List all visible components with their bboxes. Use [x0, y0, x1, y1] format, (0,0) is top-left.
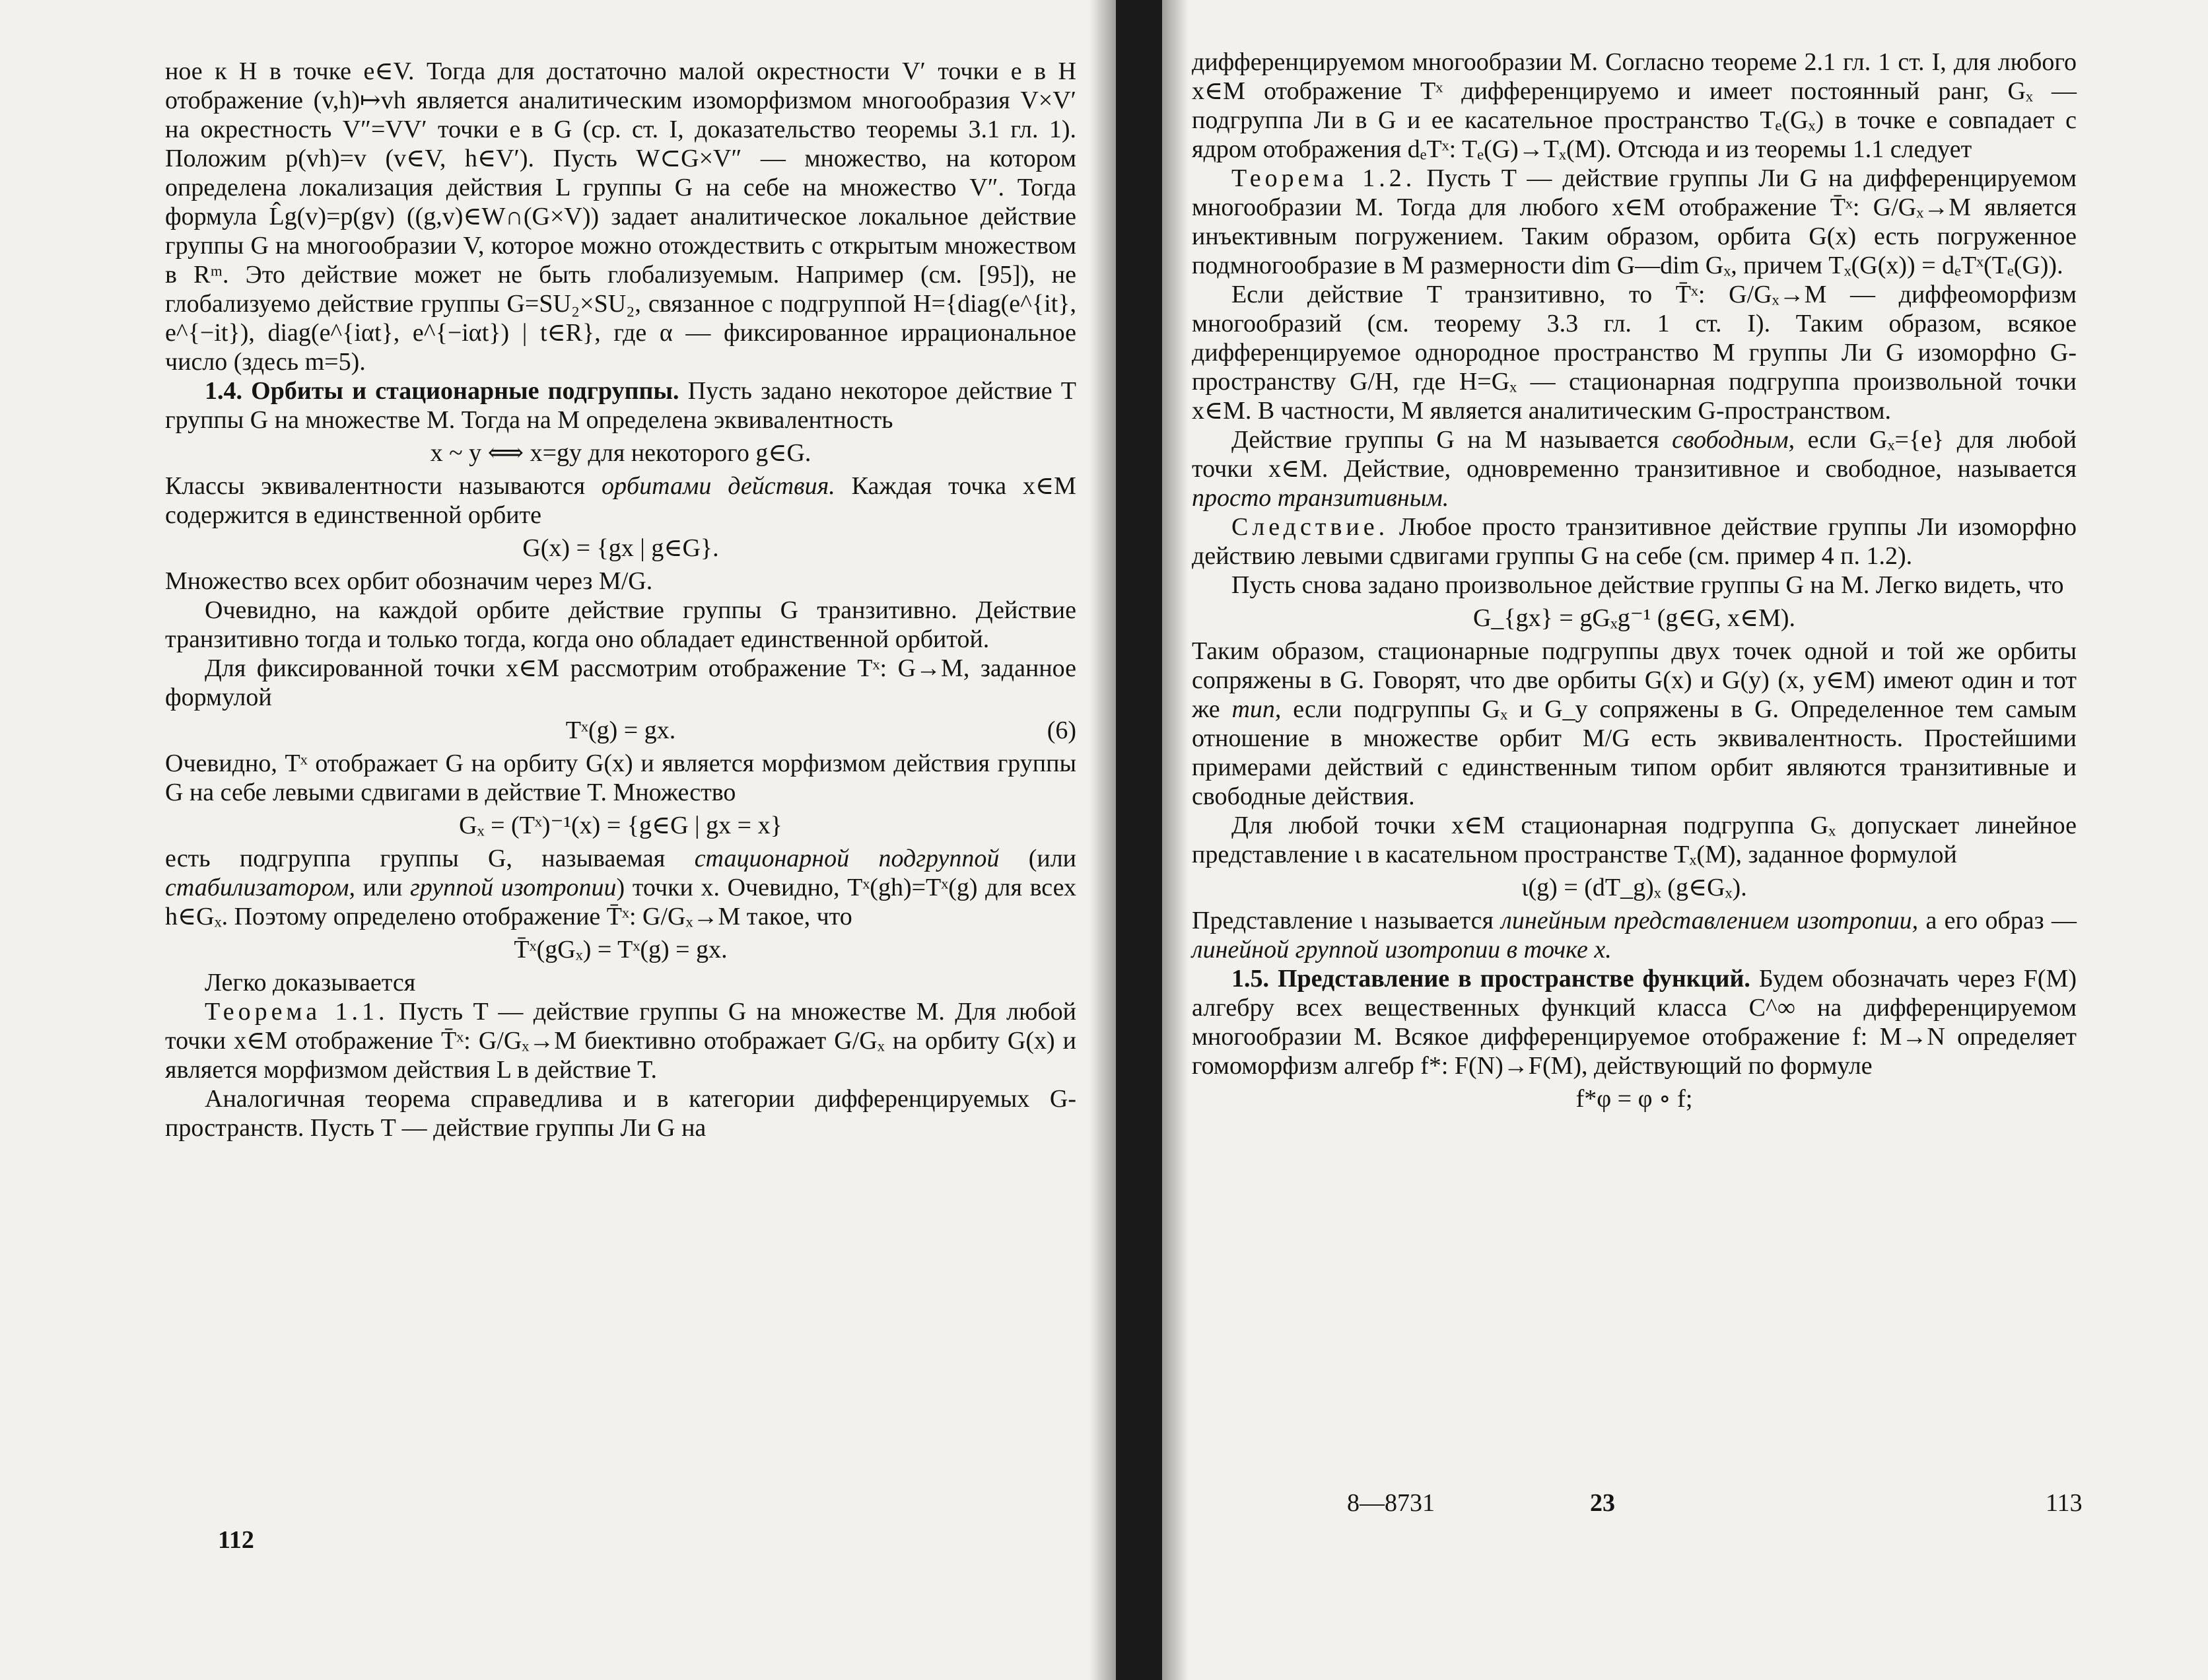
paragraph: Легко доказывается: [205, 969, 416, 997]
section-text: Пусть задано некоторое действие T группы G на множестве M. Тогда на M определена эквивалентность: [165, 377, 1076, 434]
section-1-5: [1192, 964, 2077, 1080]
left-text-column: [165, 57, 1076, 1142]
formula-equivalence: x ~ y ⟺ x=gy для некоторого g∈G.: [430, 439, 811, 467]
paragraph: Для любой точки x∈M стационарная подгруппа Gₓ допускает линейное представление ι в касательном пространстве Tₓ(M), заданное формулой: [1192, 812, 2077, 868]
corollary: [1192, 512, 2077, 571]
paragraph: Очевидно, Tˣ отображает G на орбиту G(x) и является морфизмом действия группы G на себе левыми сдвигами в действие T. Множество: [165, 750, 1076, 806]
text-run: ) точки x. Очевидно, Tˣ(gh)=Tˣ(g) для всех h∈Gₓ. Поэтому определено отображение T̄ˣ: G/Gₓ→M такое, что: [165, 874, 1076, 930]
theorem-text: Пусть T — действие группы G на множестве M. Для любой точки x∈M отображение T̄ˣ: G/Gₓ→M биективно отображает G/Gₓ на орбиту G(x) и является морфизмом действия L в действие T.: [165, 998, 1077, 1084]
gutter-shadow-right: [1162, 0, 1189, 1680]
formula-iota: ι(g) = (dT_g)ₓ (g∈Gₓ).: [1521, 874, 1747, 901]
paragraph: Если действие T транзитивно, то T̄ˣ: G/Gₓ→M — диффеоморфизм многообразий (см. теорему 3.3 гл. 1 ст. I). Таким образом, всякое дифференцируемое однородное пространство M группы Ли G изоморфно G-пространству G/H, где H=Gₓ — стационарная подгруппа произвольной точки x∈M. В частности, M является аналитическим G-пространством.: [1192, 281, 2077, 425]
text-run: если подгруппы Gₓ и G_y сопряжены в G. Определенное тем самым отношение в множестве орбит M/G есть эквивалентность. Простейшими примерами действий с единственным типом орбит являются транзитивные и свободные действия.: [1192, 695, 2077, 810]
term-stabilizer: стабилизатором,: [165, 874, 356, 901]
text-run: Представление ι называется: [1192, 907, 1501, 934]
corollary-text: Любое просто транзитивное действие группы Ли изоморфно действию левыми сдвигами группы G на себе (см. пример 4 п. 1.2).: [1192, 513, 2077, 570]
paragraph: Множество всех орбит обозначим через M/G.: [165, 567, 653, 595]
formula-stabilizer: Gₓ = (Tˣ)⁻¹(x) = {g∈G | gx = x}: [459, 812, 782, 839]
text-run: Действие группы G на M называется: [1231, 426, 1673, 454]
right-text-column: [1192, 48, 2077, 1117]
theorem-label: Теорема 1.1.: [205, 998, 389, 1026]
gutter-shadow-left: [1089, 0, 1116, 1680]
section-heading: 1.4. Орбиты и стационарные подгруппы.: [205, 377, 679, 405]
paragraph: Аналогичная теорема справедлива и в категории дифференцируемых G-пространств. Пусть T — действие группы Ли G на: [165, 1085, 1076, 1142]
text-run: Классы эквивалентности называются: [165, 472, 602, 500]
term-type: тип,: [1231, 695, 1282, 723]
term-free: свободным,: [1672, 426, 1795, 454]
text-run: или: [355, 874, 410, 901]
corollary-label: Следствие.: [1231, 513, 1389, 541]
text-run: (или: [999, 845, 1077, 872]
section-text: Будем обозначать через F(M) алгебру всех вещественных функций класса C^∞ на дифференцируемом многообразии M. Всякое дифференцируемое отображение f: M→N определяет гомоморфизм алгебр f*: F(N)→F(M), действующий по формуле: [1192, 965, 2077, 1080]
paragraph: дифференцируемом многообразии M. Согласно теореме 2.1 гл. 1 ст. I, для любого x∈M отображение Tˣ дифференцируемо и имеет постоянный ранг, Gₓ — подгруппа Ли в G и ее касательное пространство Tₑ(Gₓ) в точке e совпадает с ядром отображения dₑTˣ: Tₑ(G)→Tₓ(M). Отсюда и из теоремы 1.1 следует: [1192, 48, 2077, 163]
theorem-label: Теорема 1.2.: [1231, 164, 1416, 192]
page-number-left: 112: [218, 1526, 254, 1554]
theorem-text: Пусть T — действие группы Ли G на дифференцируемом многообразии M. Тогда для любого x∈M отображение T̄ˣ: G/Gₓ→M является инъективным погружением. Таким образом, орбита G(x) есть погруженное подмногообразие в M размерности dim G—dim Gₓ, причем Tₓ(G(x)) = dₑTˣ(Tₑ(G)).: [1192, 164, 2077, 279]
paragraph-stationary: [165, 844, 1076, 931]
text-run: а его образ —: [1918, 907, 2077, 934]
text-run: Таким образом, стационарные подгруппы двух точек одной и той же орбиты сопряжены в G. Говорят, что две орбиты G(x) и G(y) (x, y∈M) имеют один и тот же: [1192, 637, 2077, 723]
paragraph: ное к H в точке e∈V. Тогда для достаточно малой окрестности V′ точки e в H отображение (v,h)↦vh является аналитическим изоморфизмом многообразия V×V′ на окрестность V″=VV′ точки e в G (ср. ст. I, доказательство теоремы 3.1 гл. 1). Положим p(vh)=v (v∈V, h∈V′). Пусть W⊂G×V″ — множество, на котором определена локализация действия L группы G на себе на множество V″. Тогда формула L̂g(v)=p(gv) ((g,v)∈W∩(G×V)) задает аналитическое локальное действие группы G на многообразии V, которое можно отождествить с открытым множеством в Rᵐ. Это действие может не быть глобализуемым. Например (см. [95]), не глобализуемо действие группы G=SU₂×SU₂, связанное с подгруппой H={diag(e^{it}, e^{−it}), diag(e^{iαt}, e^{−iαt}) | t∈R}, где α — фиксированное иррациональное число (здесь m=5).: [165, 57, 1076, 376]
paragraph-classes: [165, 472, 1076, 530]
page-number-right: 113: [2046, 1489, 2083, 1517]
equation-number: (6): [1047, 717, 1076, 744]
paragraph-type: [1192, 637, 2077, 811]
section-heading: 1.5. Представление в пространстве функций.: [1231, 965, 1750, 993]
formula-conjugation: G_{gx} = gGₓg⁻¹ (g∈G, x∈M).: [1472, 604, 1796, 632]
term-linear-isotropy-group: линейной группой изотропии в точке x.: [1192, 936, 1612, 963]
paragraph: Пусть снова задано произвольное действие группы G на M. Легко видеть, что: [1231, 571, 2064, 599]
term-orbits: орбитами действия.: [602, 472, 835, 500]
term-simply-transitive: просто транзитивным.: [1192, 484, 1449, 512]
text-run: Каждая точка x∈M содержится в единственной орбите: [165, 472, 1076, 529]
text-run: если Gₓ={e} для любой точки x∈M. Действие, одновременно транзитивное и свободное, называется: [1192, 426, 2077, 483]
section-1-4: [165, 376, 1076, 435]
paragraph: Для фиксированной точки x∈M рассмотрим отображение Tˣ: G→M, заданное формулой: [165, 654, 1076, 711]
paragraph: Очевидно, на каждой орбите действие группы G транзитивно. Действие транзитивно тогда и только тогда, когда оно обладает единственной орбитой.: [165, 596, 1076, 653]
text-run: есть подгруппа группы G, называемая: [165, 845, 695, 872]
paragraph-representation: [1192, 906, 2077, 964]
formula-orbit: G(x) = {gx | g∈G}.: [522, 534, 719, 562]
paragraph-free: [1192, 425, 2077, 512]
sheet-number: 23: [1590, 1489, 1615, 1517]
formula-pullback: f*φ = φ ∘ f;: [1575, 1085, 1693, 1113]
printer-signature: 8—8731: [1347, 1489, 1435, 1517]
term-isotropy-representation: линейным представлением изотропии,: [1501, 907, 1919, 934]
theorem-1-2: [1192, 164, 2077, 280]
term-stationary-subgroup: стационарной подгруппой: [694, 845, 1000, 872]
term-isotropy-group: группой изотропии: [409, 874, 617, 901]
formula-tbar: T̄ˣ(gGₓ) = Tˣ(g) = gx.: [514, 936, 728, 963]
formula-text: Tˣ(g) = gx.: [565, 717, 676, 744]
formula-6: [165, 716, 1076, 745]
theorem-1-1: [165, 997, 1076, 1084]
